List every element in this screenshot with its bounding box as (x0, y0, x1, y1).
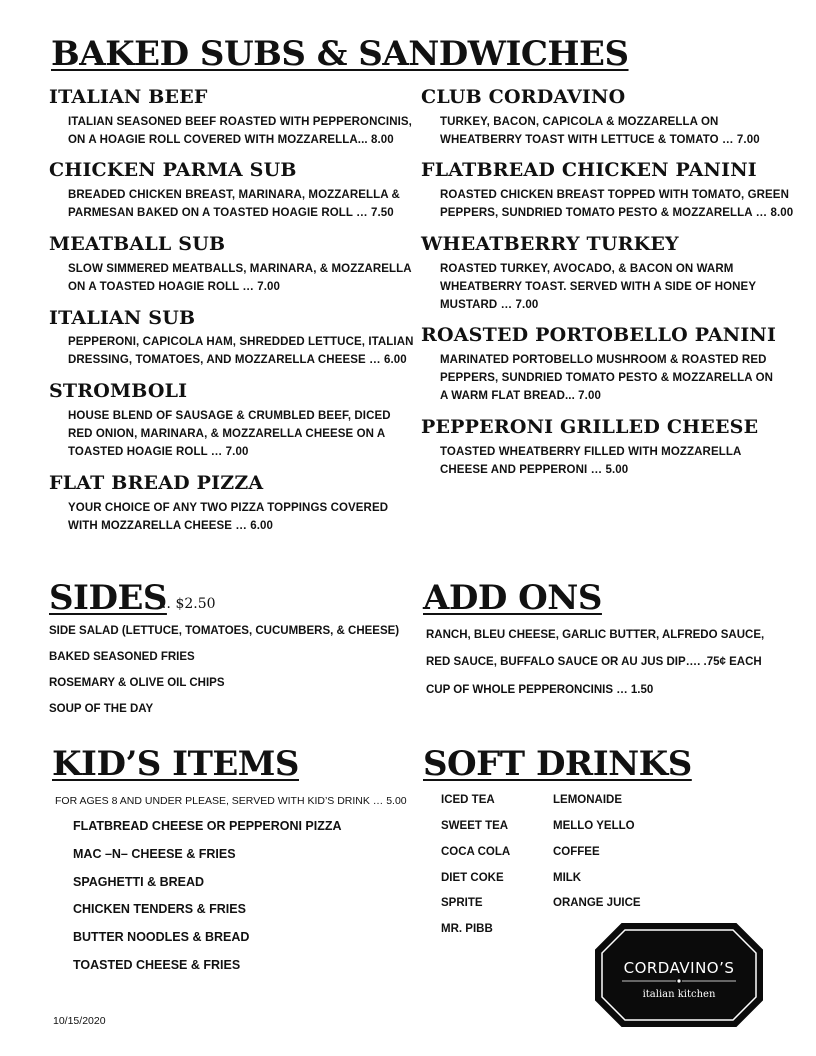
menu-item-name: PEPPERONI GRILLED CHEESE (421, 416, 759, 438)
kids-section-title: KID’S ITEMS (52, 744, 299, 784)
side-item: BAKED SEASONED FRIES (49, 651, 195, 663)
drink-item: ORANGE JUICE (553, 897, 641, 909)
sides-section-title: SIDES (49, 578, 167, 618)
logo-tagline: italian kitchen (642, 989, 716, 1000)
menu-item-description: TURKEY, BACON, CAPICOLA & MOZZARELLA ON WHEATBERRY TOAST WITH LETTUCE & TOMATO … 7.00 (440, 116, 760, 146)
menu-item-description: ROASTED CHICKEN BREAST TOPPED WITH TOMATO, GREEN PEPPERS, SUNDRIED TOMATO PESTO & MOZZARELLA … 8.00 (440, 189, 794, 219)
drink-item: COCA COLA (441, 846, 511, 858)
menu-item-name: WHEATBERRY TURKEY (421, 233, 679, 255)
kids-note: FOR AGES 8 AND UNDER PLEASE, SERVED WITH KID’S DRINK … 5.00 (55, 795, 407, 807)
menu-item-description: TOASTED WHEATBERRY FILLED WITH MOZZARELLA CHEESE AND PEPPERONI … 5.00 (440, 446, 741, 476)
addon-line: RED SAUCE, BUFFALO SAUCE OR AU JUS DIP…. .75¢ EACH (426, 656, 762, 668)
menu-item-name: FLAT BREAD PIZZA (49, 472, 264, 494)
drink-item: MR. PIBB (441, 923, 493, 935)
drink-item: ICED TEA (441, 794, 495, 806)
kids-item: FLATBREAD CHEESE OR PEPPERONI PIZZA (73, 819, 342, 833)
drink-item: SPRITE (441, 897, 483, 909)
cordavinos-logo (594, 922, 764, 1028)
menu-item-name: CLUB CORDAVINO (421, 86, 626, 108)
logo-name: CORDAVINO’S (623, 959, 735, 977)
menu-item-description: HOUSE BLEND OF SAUSAGE & CRUMBLED BEEF, DICED RED ONION, MARINARA, & MOZZARELLA CHEESE ON A TOASTED HOAGIE ROLL … 7.00 (68, 410, 391, 458)
menu-item-description: BREADED CHICKEN BREAST, MARINARA, MOZZARELLA & PARMESAN BAKED ON A TOASTED HOAGIE ROLL … 7.50 (68, 189, 400, 219)
menu-item-description: PEPPERONI, CAPICOLA HAM, SHREDDED LETTUCE, ITALIAN DRESSING, TOMATOES, AND MOZZARELLA CHEESE … 6.00 (68, 336, 414, 366)
menu-item-description: YOUR CHOICE OF ANY TWO PIZZA TOPPINGS COVERED WITH MOZZARELLA CHEESE … 6.00 (68, 502, 389, 532)
side-item: ROSEMARY & OLIVE OIL CHIPS (49, 677, 225, 689)
sides-price: … $2.50 (157, 596, 216, 612)
menu-item-description: MARINATED PORTOBELLO MUSHROOM & ROASTED RED PEPPERS, SUNDRIED TOMATO PESTO & MOZZARELLA ON A WARM FLAT BREAD... 7.00 (440, 354, 774, 402)
menu-item-name: FLATBREAD CHICKEN PANINI (421, 159, 757, 181)
menu-item-name: CHICKEN PARMA SUB (49, 159, 297, 181)
baked-section-title: BAKED SUBS & SANDWICHES (51, 34, 629, 74)
drinks-section-title: SOFT DRINKS (423, 744, 692, 784)
menu-item-name: STROMBOLI (49, 380, 188, 402)
menu-item-name: MEATBALL SUB (49, 233, 226, 255)
menu-item-name: ITALIAN SUB (49, 307, 196, 329)
addon-line: RANCH, BLEU CHEESE, GARLIC BUTTER, ALFREDO SAUCE, (426, 629, 765, 641)
menu-item-name: ITALIAN BEEF (49, 86, 208, 108)
logo-dot (677, 979, 680, 982)
menu-item-description: ROASTED TURKEY, AVOCADO, & BACON ON WARM WHEATBERRY TOAST. SERVED WITH A SIDE OF HONEY MUSTARD … 7.00 (440, 263, 756, 311)
menu-date: 10/15/2020 (53, 1015, 106, 1027)
side-item: SOUP OF THE DAY (49, 703, 154, 715)
drink-item: MELLO YELLO (553, 820, 635, 832)
drink-item: COFFEE (553, 846, 600, 858)
addons-section-title: ADD ONS (423, 578, 602, 618)
side-item: SIDE SALAD (LETTUCE, TOMATOES, CUCUMBERS, & CHEESE) (49, 625, 400, 637)
drink-item: MILK (553, 872, 582, 884)
menu-item-name: ROASTED PORTOBELLO PANINI (421, 324, 777, 346)
drink-item: SWEET TEA (441, 820, 509, 832)
kids-item: BUTTER NOODLES & BREAD (73, 930, 250, 944)
menu-item-description: ITALIAN SEASONED BEEF ROASTED WITH PEPPERONCINIS, ON A HOAGIE ROLL COVERED WITH MOZZARELLA... 8.00 (68, 116, 412, 146)
kids-item: CHICKEN TENDERS & FRIES (73, 902, 246, 916)
kids-item: TOASTED CHEESE & FRIES (73, 958, 241, 972)
drink-item: DIET COKE (441, 872, 504, 884)
addon-line: CUP OF WHOLE PEPPERONCINIS … 1.50 (426, 684, 654, 696)
kids-item: MAC –N– CHEESE & FRIES (73, 847, 236, 861)
drink-item: LEMONAIDE (553, 794, 622, 806)
menu-item-description: SLOW SIMMERED MEATBALLS, MARINARA, & MOZZARELLA ON A TOASTED HOAGIE ROLL … 7.00 (68, 263, 412, 293)
kids-item: SPAGHETTI & BREAD (73, 875, 205, 889)
